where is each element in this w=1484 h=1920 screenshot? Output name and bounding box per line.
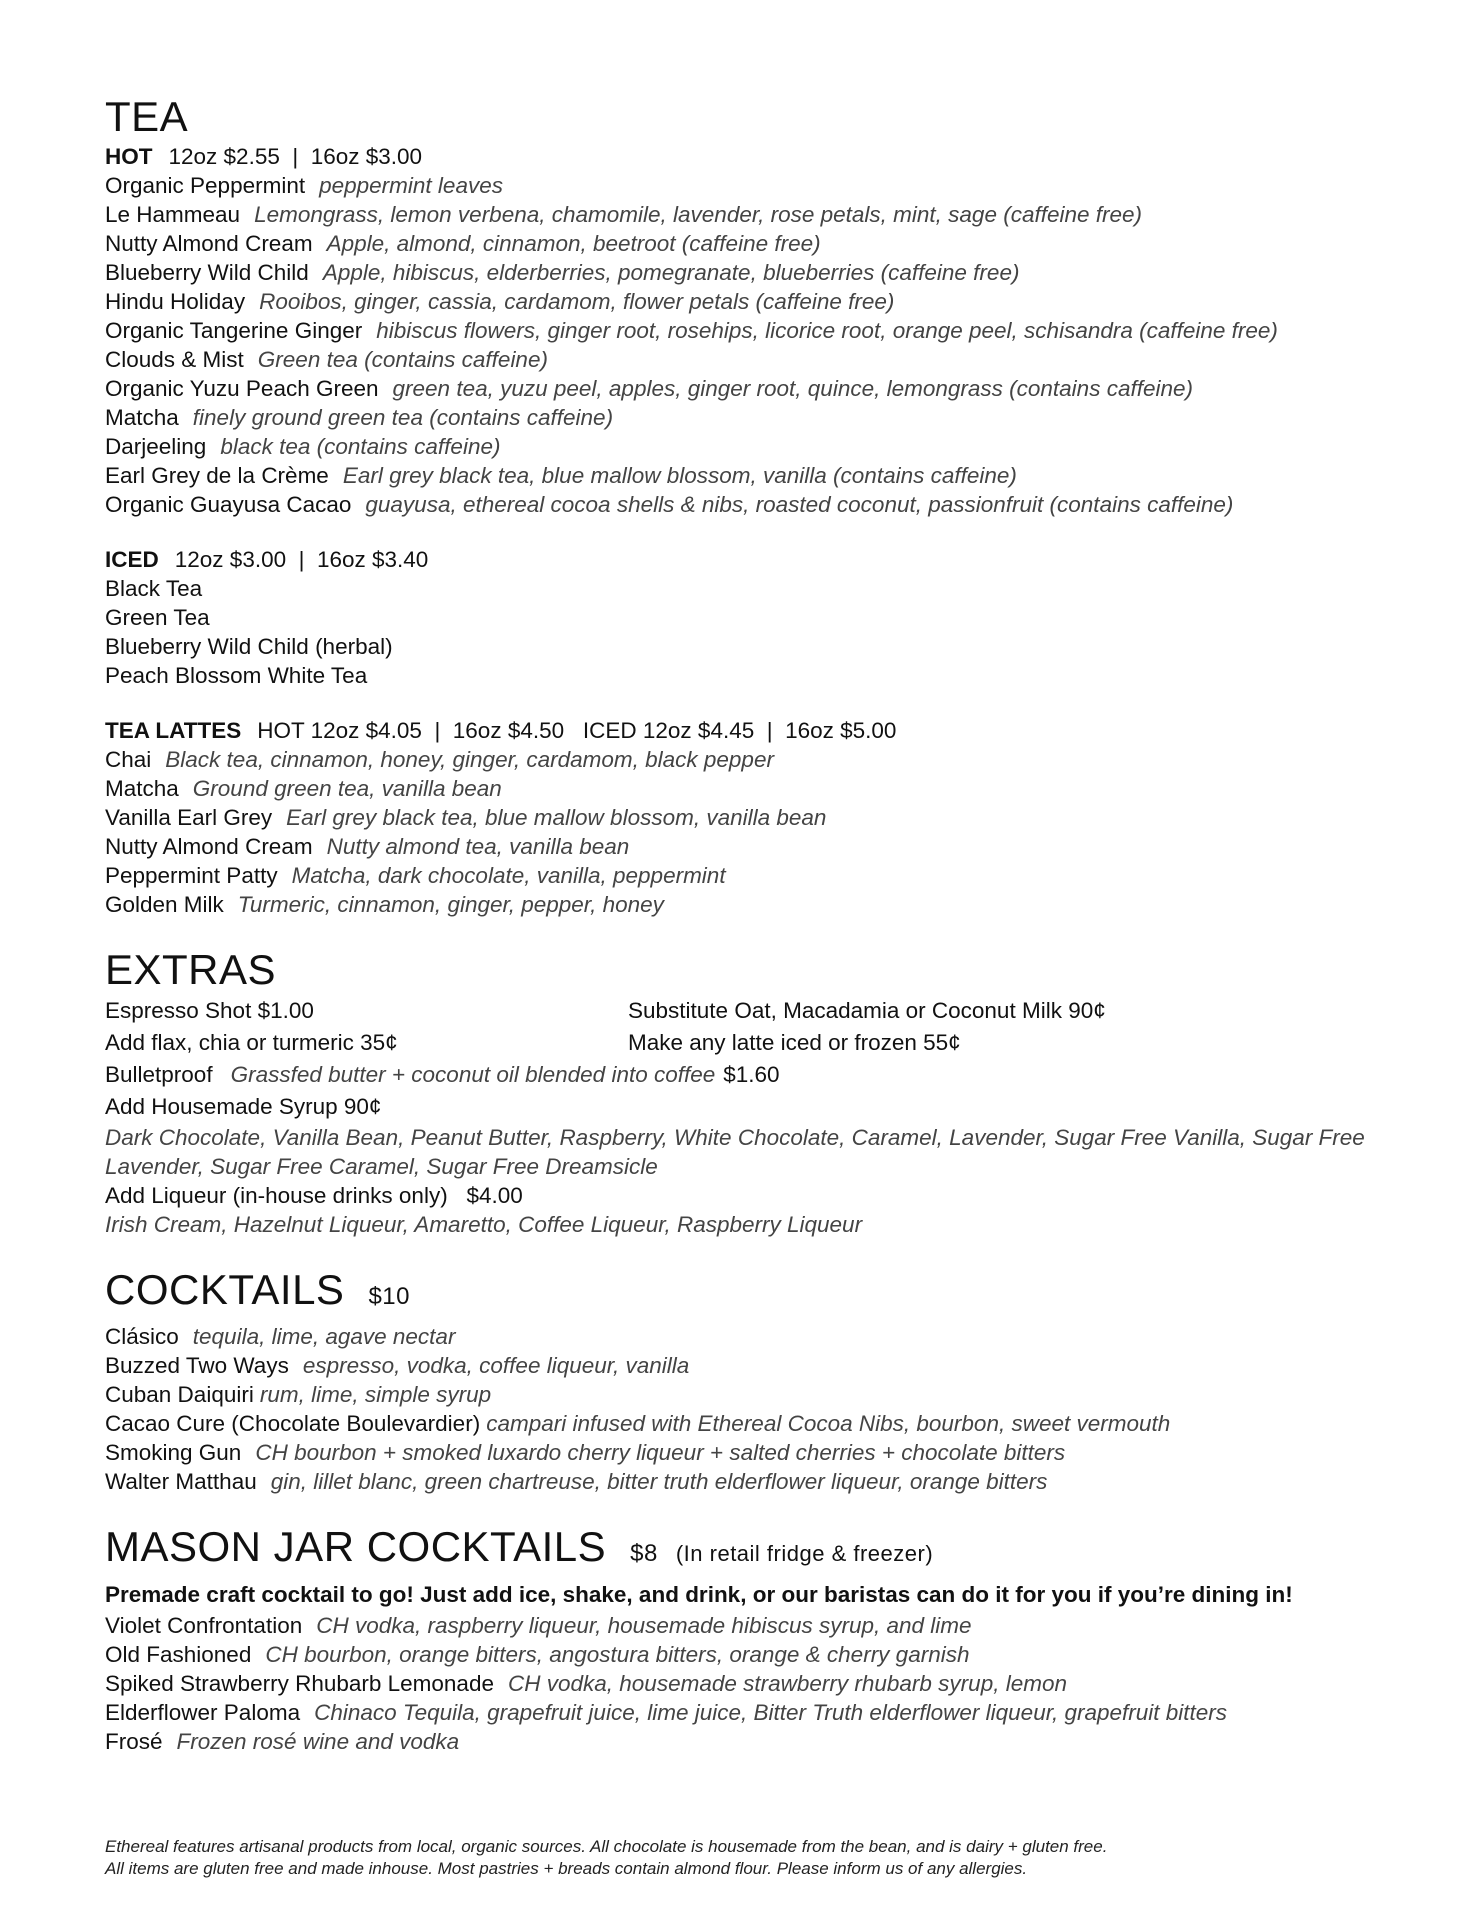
item-desc: Frozen rosé wine and vodka [176,1729,460,1754]
item-desc: Grassfed butter + coconut oil blended into coffee [230,1062,716,1087]
item-desc: guayusa, ethereal cocoa shells & nibs, roasted coconut, passionfruit (contains caffeine) [365,492,1234,517]
item-desc: hibiscus flowers, ginger root, rosehips, licorice root, orange peel, schisandra (caffeine free) [376,318,1278,343]
menu-item [105,1409,1405,1438]
item-desc: Chinaco Tequila, grapefruit juice, lime juice, Bitter Truth elderflower liqueur, grapefruit bitters [314,1700,1228,1725]
iced-tea-list [105,574,1405,690]
item-desc: green tea, yuzu peel, apples, ginger root, quince, lemongrass (contains caffeine) [392,376,1193,401]
item-desc: Apple, hibiscus, elderberries, pomegranate, blueberries (caffeine free) [322,260,1020,285]
spacer [105,1239,1405,1265]
item-name: Old Fashioned [105,1642,252,1667]
item-desc: CH bourbon + smoked luxardo cherry liqueur + salted cherries + chocolate bitters [255,1440,1066,1465]
item-name: Blueberry Wild Child [105,260,309,285]
menu-item [105,745,1405,774]
menu-item [105,1438,1405,1467]
liqueur-list: Irish Cream, Hazelnut Liqueur, Amaretto, Coffee Liqueur, Raspberry Liqueur [105,1212,863,1237]
item-desc: Rooibos, ginger, cassia, cardamom, flower petals (caffeine free) [259,289,895,314]
item-desc: espresso, vodka, coffee liqueur, vanilla [302,1353,690,1378]
item-name: Smoking Gun [105,1440,242,1465]
item-desc: black tea (contains caffeine) [220,434,501,459]
spacer [105,1496,1405,1522]
lattes-price: HOT 12oz $4.05 | 16oz $4.50 ICED 12oz $4.45 | 16oz $5.00 [257,718,897,743]
menu-item [105,1727,1405,1756]
menu-item [105,490,1405,519]
tea-lattes-header [105,716,1405,745]
menu-item [105,258,1405,287]
section-title-cocktails [105,1265,1405,1322]
item-name: Clouds & Mist [105,347,244,372]
item-desc: CH vodka, raspberry liqueur, housemade hibiscus syrup, and lime [316,1613,972,1638]
item-name: Earl Grey de la Crème [105,463,329,488]
item-desc: peppermint leaves [319,173,503,198]
spacer [105,519,1405,545]
tea-lattes-list [105,745,1405,919]
menu-item [105,432,1405,461]
menu-item [105,374,1405,403]
item-desc: CH bourbon, orange bitters, angostura bitters, orange & cherry garnish [265,1642,970,1667]
menu-item [105,861,1405,890]
section-title-mason-jar [105,1522,1405,1579]
spacer [105,690,1405,716]
item-name: Cacao Cure (Chocolate Boulevardier) [105,1411,481,1436]
extra-flax: Add flax, chia or turmeric 35¢ [105,1030,398,1055]
menu-item [105,461,1405,490]
menu-item [105,229,1405,258]
menu-item [105,345,1405,374]
extra-iced-frozen: Make any latte iced or frozen 55¢ [628,1030,961,1055]
cocktails-price: $10 [368,1283,410,1310]
item-desc: Matcha, dark chocolate, vanilla, peppermint [291,863,726,888]
cocktails-list [105,1322,1405,1496]
item-name: Nutty Almond Cream [105,231,313,256]
item-name: Organic Tangerine Ginger [105,318,363,343]
menu-item: Black Tea [105,576,203,601]
mason-lead: Premade craft cocktail to go! Just add ice, shake, and drink, or our baristas can do it for you if you’re dining in! [105,1582,1293,1607]
item-name: Violet Confrontation [105,1613,303,1638]
item-desc: Lemongrass, lemon verbena, chamomile, lavender, rose petals, mint, sage (caffeine free) [254,202,1143,227]
menu-item [105,1351,1405,1380]
item-price: $1.60 [723,1062,780,1087]
menu-item: Green Tea [105,605,210,630]
item-name: Nutty Almond Cream [105,834,313,859]
menu-item: Peach Blossom White Tea [105,663,368,688]
menu-item [105,890,1405,919]
mason-note: (In retail fridge & freezer) [675,1541,934,1566]
item-desc: gin, lillet blanc, green chartreuse, bitter truth elderflower liqueur, orange bitters [270,1469,1048,1494]
hot-tea-list [105,171,1405,519]
menu-item [105,200,1405,229]
item-name: Organic Yuzu Peach Green [105,376,379,401]
item-desc: Earl grey black tea, blue mallow blossom, vanilla bean [286,805,827,830]
cocktails-title: COCKTAILS [105,1266,345,1313]
extra-substitute-milk: Substitute Oat, Macadamia or Coconut Milk 90¢ [628,998,1106,1023]
extras-row [105,1027,1405,1059]
menu-item [105,287,1405,316]
item-desc: Ground green tea, vanilla bean [192,776,502,801]
menu-item [105,1669,1405,1698]
footer-line-1: Ethereal features artisanal products from local, organic sources. All chocolate is housemade from the bean, and is dairy + gluten free. [105,1837,1108,1856]
item-name: Le Hammeau [105,202,241,227]
extra-bulletproof [105,1059,1405,1091]
item-desc: Green tea (contains caffeine) [257,347,548,372]
section-title-extras: EXTRAS [105,946,277,993]
lattes-label: TEA LATTES [105,718,242,743]
item-name: Chai [105,747,152,772]
iced-tea-header [105,545,1405,574]
spacer [105,919,1405,945]
item-desc: Nutty almond tea, vanilla bean [326,834,630,859]
mason-price: $8 [630,1540,658,1567]
section-title-tea: TEA [105,93,189,140]
menu-item [105,1380,1405,1409]
iced-price: 12oz $3.00 | 16oz $3.40 [174,547,429,572]
item-desc: finely ground green tea (contains caffeine) [192,405,614,430]
menu-item [105,403,1405,432]
item-name: Matcha [105,776,179,801]
item-desc: Apple, almond, cinnamon, beetroot (caffeine free) [326,231,821,256]
item-desc: Turmeric, cinnamon, ginger, pepper, honey [237,892,664,917]
item-desc: Black tea, cinnamon, honey, ginger, cardamom, black pepper [165,747,774,772]
menu-item [105,1322,1405,1351]
extra-syrup: Add Housemade Syrup 90¢ [105,1094,382,1119]
menu-item [105,1698,1405,1727]
menu-item [105,1467,1405,1496]
hot-price: 12oz $2.55 | 16oz $3.00 [168,144,423,169]
menu-item [105,1640,1405,1669]
menu-item [105,803,1405,832]
item-name: Organic Guayusa Cacao [105,492,352,517]
mason-title: MASON JAR COCKTAILS [105,1523,607,1570]
item-name: Hindu Holiday [105,289,246,314]
item-name: Darjeeling [105,434,207,459]
item-name: Spiked Strawberry Rhubarb Lemonade [105,1671,494,1696]
extras-row [105,995,1405,1027]
item-name: Organic Peppermint [105,173,306,198]
menu-item [105,1611,1405,1640]
hot-label: HOT [105,144,153,169]
menu-page [105,92,1405,1756]
item-desc: tequila, lime, agave nectar [192,1324,456,1349]
menu-item [105,171,1405,200]
iced-label: ICED [105,547,159,572]
hot-tea-header [105,142,1405,171]
footer-note [105,1836,1107,1880]
item-desc: campari infused with Ethereal Cocoa Nibs, bourbon, sweet vermouth [486,1411,1171,1436]
item-name: Buzzed Two Ways [105,1353,289,1378]
menu-item [105,316,1405,345]
item-name: Golden Milk [105,892,224,917]
item-name: Clásico [105,1324,179,1349]
item-name: Frosé [105,1729,163,1754]
item-name: Matcha [105,405,179,430]
mason-list [105,1611,1405,1756]
item-name: Vanilla Earl Grey [105,805,273,830]
item-name: Elderflower Paloma [105,1700,301,1725]
item-name: Peppermint Patty [105,863,278,888]
extra-espresso: Espresso Shot $1.00 [105,998,314,1023]
item-desc: Earl grey black tea, blue mallow blossom, vanilla (contains caffeine) [342,463,1017,488]
menu-item [105,774,1405,803]
menu-item: Blueberry Wild Child (herbal) [105,634,393,659]
item-name: Walter Matthau [105,1469,257,1494]
menu-item [105,832,1405,861]
footer-line-2: All items are gluten free and made inhouse. Most pastries + breads contain almond flour. Please inform us of any allergies. [105,1859,1028,1878]
item-name: Cuban Daiquiri [105,1382,254,1407]
extra-liqueur: Add Liqueur (in-house drinks only) $4.00 [105,1183,523,1208]
item-desc: CH vodka, housemade strawberry rhubarb syrup, lemon [507,1671,1067,1696]
item-desc: rum, lime, simple syrup [259,1382,492,1407]
syrup-flavor-list: Dark Chocolate, Vanilla Bean, Peanut Butter, Raspberry, White Chocolate, Caramel, Lavender, Sugar Free Vanilla, Sugar Free Lavender, Sugar Free Caramel, Sugar Free Dreamsicle [105,1125,1365,1179]
item-name: Bulletproof [105,1062,213,1087]
